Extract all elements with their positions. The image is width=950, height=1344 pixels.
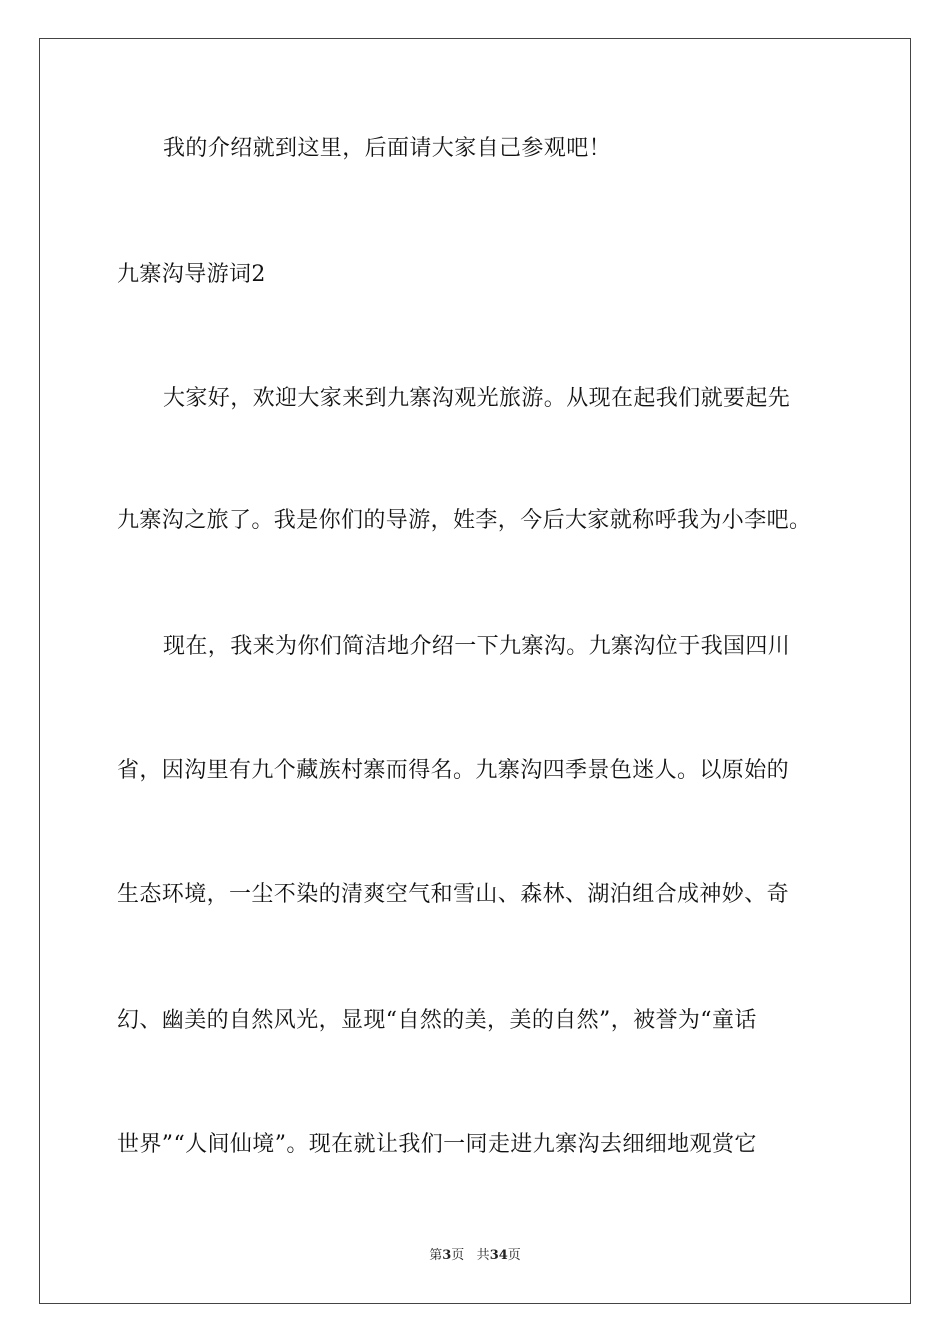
body-line-5: 生态环境，一尘不染的清爽空气和雪山、森林、湖泊组合成神妙、奇 xyxy=(117,882,790,907)
total-pages: 34 xyxy=(489,1248,508,1263)
page-footer xyxy=(0,1247,950,1265)
page-suffix: 页 xyxy=(451,1248,465,1263)
paragraph-closing-line: 我的介绍就到这里，后面请大家自己参观吧！ xyxy=(163,136,612,161)
body-line-3: 现在，我来为你们简洁地介绍一下九寨沟。九寨沟位于我国四川 xyxy=(163,634,791,659)
page-border xyxy=(39,38,911,1304)
body-line-6: 幻、幽美的自然风光，显现“自然的美，美的自然”，被誉为“童话 xyxy=(117,1008,757,1033)
total-prefix: 共 xyxy=(476,1248,490,1263)
body-line-4: 省，因沟里有九个藏族村寨而得名。九寨沟四季景色迷人。以原始的 xyxy=(117,758,790,783)
total-suffix: 页 xyxy=(507,1248,521,1263)
body-line-1: 大家好，欢迎大家来到九寨沟观光旅游。从现在起我们就要起先 xyxy=(163,386,791,411)
body-line-7: 世界”“人间仙境”。现在就让我们一同走进九寨沟去细细地观赏它 xyxy=(117,1132,757,1157)
body-line-2: 九寨沟之旅了。我是你们的导游，姓李，今后大家就称呼我为小李吧。 xyxy=(117,508,812,533)
section-title: 九寨沟导游词2 xyxy=(117,262,266,287)
page-prefix: 第 xyxy=(429,1248,443,1263)
page-number: 3 xyxy=(442,1248,452,1263)
